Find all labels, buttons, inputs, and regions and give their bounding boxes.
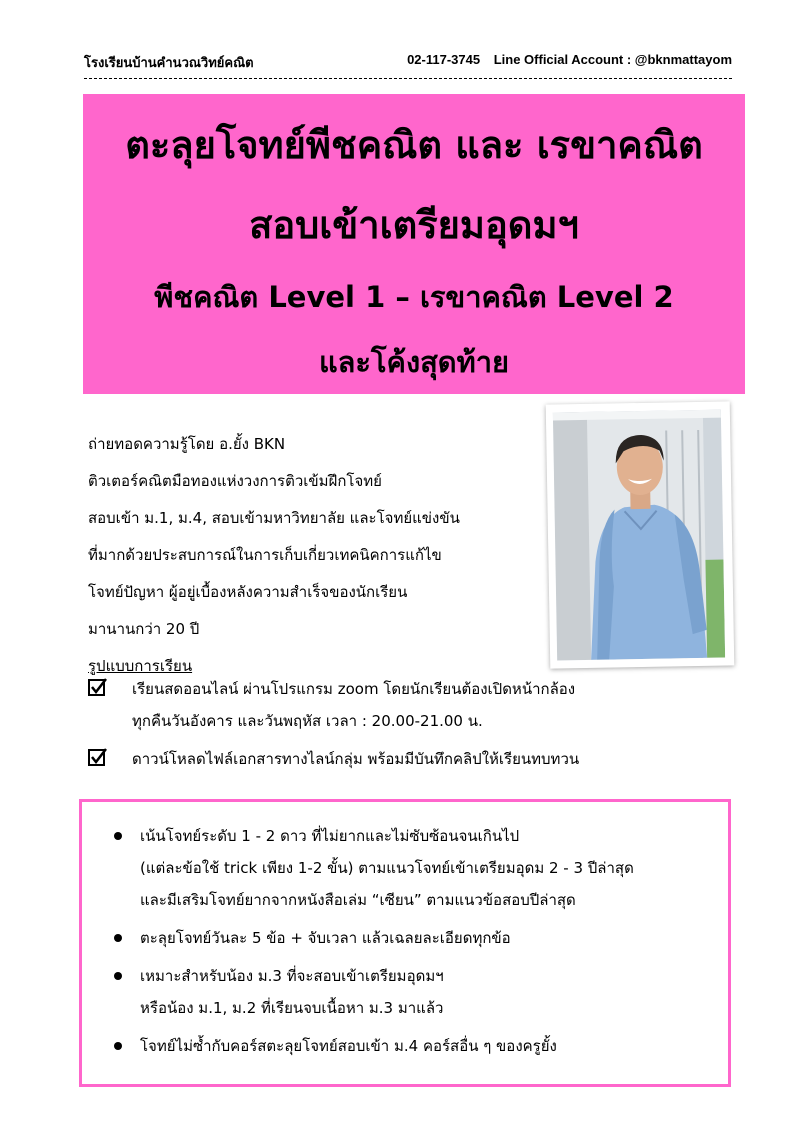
list-item-text: ทุกคืนวันอังคาร และวันพฤหัส เวลา : 20.00-21.00 น. xyxy=(132,712,483,730)
list-item-text: ดาวน์โหลดไฟล์เอกสารทางไลน์กลุ่ม พร้อมมีบันทึกคลิปให้เรียนทบทวน xyxy=(132,750,580,768)
list-item xyxy=(82,964,728,1028)
school-name: โรงเรียนบ้านคำนวณวิทย์คณิต xyxy=(84,55,254,70)
course-features-list xyxy=(82,824,728,1066)
header-divider xyxy=(84,78,732,79)
intro-line: ถ่ายทอดความรู้โดย อ.ยั้ง BKN xyxy=(88,435,286,453)
list-item xyxy=(82,1034,728,1066)
instructor-photo xyxy=(553,410,725,661)
bullet-icon xyxy=(114,934,122,942)
course-subtitle-line-2: และโค้งสุดท้าย xyxy=(318,345,510,379)
page-header xyxy=(84,48,732,72)
list-item xyxy=(88,747,728,779)
intro-line: ติวเตอร์คณิตมือทองแห่งวงการติวเข้มฝึกโจทย์ xyxy=(88,472,382,490)
phone-number: 02-117-3745 xyxy=(407,52,481,67)
list-item-text: เรียนสดออนไลน์ ผ่านโปรแกรม zoom โดยนักเรียนต้องเปิดหน้ากล้อง xyxy=(132,680,576,698)
instructor-intro xyxy=(88,432,528,691)
list-item xyxy=(88,677,728,741)
intro-line: โจทย์ปัญหา ผู้อยู่เบื้องหลังความสำเร็จของนักเรียน xyxy=(88,583,408,601)
list-item xyxy=(82,926,728,958)
line-official-account: Line Official Account : @bknmattayom xyxy=(493,52,732,67)
checked-box-icon xyxy=(88,747,108,767)
bullet-icon xyxy=(114,1042,122,1050)
bullet-icon xyxy=(114,832,122,840)
course-features-box xyxy=(79,799,731,1087)
list-item-text: เน้นโจทย์ระดับ 1 - 2 ดาว ที่ไม่ยากและไม่ซับซ้อนจนเกินไป xyxy=(140,827,520,845)
list-item-text: (แต่ละข้อใช้ trick เพียง 1-2 ขั้น) ตามแนวโจทย์เข้าเตรียมอุดม 2 - 3 ปีล่าสุด xyxy=(140,859,634,877)
course-subtitle-line-1: พีชคณิต Level 1 – เรขาคณิต Level 2 xyxy=(154,280,674,314)
list-item-text: โจทย์ไม่ซ้ำกับคอร์สตะลุยโจทย์สอบเข้า ม.4 คอร์สอื่น ๆ ของครูยั้ง xyxy=(140,1037,557,1055)
instructor-photo-frame xyxy=(546,401,735,668)
learning-format-heading: รูปแบบการเรียน xyxy=(88,657,193,675)
list-item-text: เหมาะสำหรับน้อง ม.3 ที่จะสอบเข้าเตรียมอุดมฯ xyxy=(140,967,444,985)
course-title-line-2: สอบเข้าเตรียมอุดมฯ xyxy=(249,203,579,247)
list-item xyxy=(82,824,728,920)
title-banner xyxy=(83,94,745,394)
list-item-text: ตะลุยโจทย์วันละ 5 ข้อ + จับเวลา แล้วเฉลยละเอียดทุกข้อ xyxy=(140,929,511,947)
contact-info xyxy=(407,52,732,67)
learning-format-list xyxy=(88,677,728,779)
intro-line: ที่มากด้วยประสบการณ์ในการเก็บเกี่ยวเทคนิคการแก้ไข xyxy=(88,546,442,564)
list-item-text: และมีเสริมโจทย์ยากจากหนังสือเล่ม “เซียน” ตามแนวข้อสอบปีล่าสุด xyxy=(140,891,576,909)
course-title-line-1: ตะลุยโจทย์พีชคณิต และ เรขาคณิต xyxy=(125,123,703,167)
intro-line: มานานกว่า 20 ปี xyxy=(88,620,200,638)
bullet-icon xyxy=(114,972,122,980)
list-item-text: หรือน้อง ม.1, ม.2 ที่เรียนจบเนื้อหา ม.3 มาแล้ว xyxy=(140,999,444,1017)
intro-line: สอบเข้า ม.1, ม.4, สอบเข้ามหาวิทยาลัย และโจทย์แข่งขัน xyxy=(88,509,460,527)
checked-box-icon xyxy=(88,677,108,697)
